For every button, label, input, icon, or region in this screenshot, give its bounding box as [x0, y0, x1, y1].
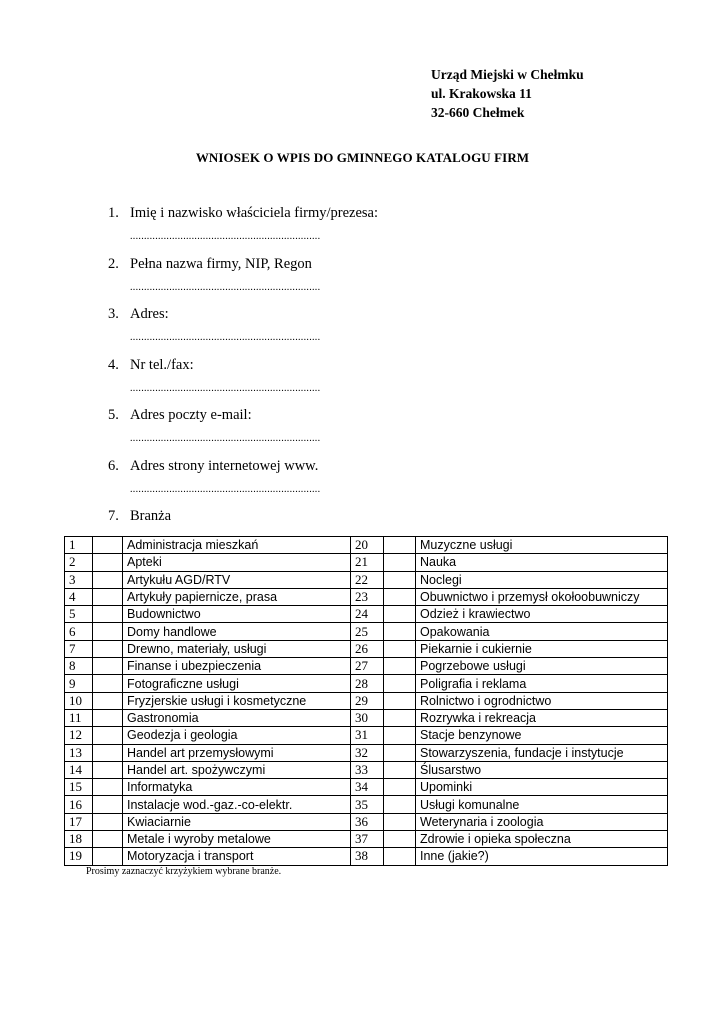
category-number: 1	[65, 537, 93, 554]
category-name: Upominki	[416, 779, 668, 796]
category-number: 37	[351, 831, 384, 848]
category-number: 25	[351, 623, 384, 640]
category-checkbox[interactable]	[93, 779, 123, 796]
category-number: 3	[65, 571, 93, 588]
field-answer-line[interactable]: ....................................................................	[130, 332, 321, 343]
category-number: 7	[65, 640, 93, 657]
category-name: Weterynaria i zoologia	[416, 813, 668, 830]
category-name: Ślusarstwo	[416, 761, 668, 778]
category-name: Budownictwo	[123, 606, 351, 623]
category-checkbox[interactable]	[93, 658, 123, 675]
table-row	[65, 744, 668, 761]
table-row	[65, 571, 668, 588]
category-checkbox[interactable]	[93, 588, 123, 605]
category-name: Fotograficzne usługi	[123, 675, 351, 692]
category-number: 22	[351, 571, 384, 588]
category-checkbox[interactable]	[93, 571, 123, 588]
table-row	[65, 761, 668, 778]
category-checkbox[interactable]	[384, 606, 416, 623]
field-number: 1.	[108, 205, 119, 221]
table-row	[65, 779, 668, 796]
field-number: 6.	[108, 457, 119, 474]
category-number: 5	[65, 606, 93, 623]
category-number: 15	[65, 779, 93, 796]
category-checkbox[interactable]	[384, 675, 416, 692]
table-row	[65, 727, 668, 744]
category-name: Handel art. spożywczymi	[123, 761, 351, 778]
category-number: 8	[65, 658, 93, 675]
table-row	[65, 537, 668, 554]
category-number: 27	[351, 658, 384, 675]
category-number: 33	[351, 761, 384, 778]
field-answer-line[interactable]: ....................................................................	[130, 231, 321, 242]
category-name: Obuwnictwo i przemysł okołoobuwniczy	[416, 588, 668, 605]
category-name: Drewno, materiały, usługi	[123, 640, 351, 657]
field-number: 4.	[108, 356, 119, 373]
category-checkbox[interactable]	[384, 571, 416, 588]
field-number: 3.	[108, 306, 119, 322]
category-number: 6	[65, 623, 93, 640]
category-number: 21	[351, 554, 384, 571]
category-checkbox[interactable]	[93, 623, 123, 640]
category-number: 30	[351, 709, 384, 726]
industry-table	[64, 536, 668, 866]
category-number: 13	[65, 744, 93, 761]
category-number: 29	[351, 692, 384, 709]
category-checkbox[interactable]	[384, 796, 416, 813]
category-number: 10	[65, 692, 93, 709]
category-name: Domy handlowe	[123, 623, 351, 640]
category-name: Artykułu AGD/RTV	[123, 571, 351, 588]
category-checkbox[interactable]	[93, 848, 123, 865]
category-checkbox[interactable]	[93, 675, 123, 692]
category-checkbox[interactable]	[93, 727, 123, 744]
category-name: Apteki	[123, 554, 351, 571]
category-name: Pogrzebowe usługi	[416, 658, 668, 675]
category-number: 28	[351, 675, 384, 692]
field-answer-line[interactable]: ....................................................................	[130, 483, 321, 495]
category-name: Muzyczne usługi	[416, 537, 668, 554]
category-name: Artykuły papiernicze, prasa	[123, 588, 351, 605]
category-number: 31	[351, 727, 384, 744]
table-row	[65, 796, 668, 813]
category-checkbox[interactable]	[93, 640, 123, 657]
category-name: Stowarzyszenia, fundacje i instytucje	[416, 744, 668, 761]
category-name: Inne (jakie?)	[416, 848, 668, 865]
category-checkbox[interactable]	[384, 727, 416, 744]
category-name: Zdrowie i opieka społeczna	[416, 831, 668, 848]
category-checkbox[interactable]	[384, 744, 416, 761]
category-name: Handel art przemysłowymi	[123, 744, 351, 761]
category-checkbox[interactable]	[384, 761, 416, 778]
category-name: Geodezja i geologia	[123, 727, 351, 744]
table-row	[65, 709, 668, 726]
category-name: Odzież i krawiectwo	[416, 606, 668, 623]
category-name: Fryzjerskie usługi i kosmetyczne	[123, 692, 351, 709]
category-checkbox[interactable]	[384, 692, 416, 709]
category-name: Stacje benzynowe	[416, 727, 668, 744]
category-number: 32	[351, 744, 384, 761]
field-answer-line[interactable]: ....................................................................	[130, 382, 321, 394]
table-row	[65, 658, 668, 675]
category-name: Usługi komunalne	[416, 796, 668, 813]
category-checkbox[interactable]	[93, 537, 123, 554]
category-checkbox[interactable]	[93, 554, 123, 571]
category-name: Noclegi	[416, 571, 668, 588]
category-checkbox[interactable]	[384, 537, 416, 554]
field-number: 5.	[108, 407, 119, 423]
category-name: Instalacje wod.-gaz.-co-elektr.	[123, 796, 351, 813]
category-number: 2	[65, 554, 93, 571]
category-name: Kwiaciarnie	[123, 813, 351, 830]
category-checkbox[interactable]	[93, 796, 123, 813]
category-name: Poligrafia i reklama	[416, 675, 668, 692]
field-number: 7.	[108, 508, 119, 524]
document-title: WNIOSEK O WPIS DO GMINNEGO KATALOGU FIRM	[195, 150, 530, 165]
table-row	[65, 554, 668, 571]
category-number: 16	[65, 796, 93, 813]
category-checkbox[interactable]	[93, 709, 123, 726]
category-name: Informatyka	[123, 779, 351, 796]
field-label: Adres poczty e-mail:	[130, 407, 252, 423]
category-number: 4	[65, 588, 93, 605]
field-answer-line[interactable]: ....................................................................	[130, 281, 321, 293]
category-checkbox[interactable]	[93, 606, 123, 623]
category-name: Opakowania	[416, 623, 668, 640]
category-checkbox[interactable]	[93, 831, 123, 848]
category-number: 26	[351, 640, 384, 657]
category-name: Gastronomia	[123, 709, 351, 726]
recipient-address	[431, 65, 584, 122]
address-office: Urząd Miejski w Chełmku	[431, 67, 584, 82]
category-checkbox[interactable]	[384, 588, 416, 605]
category-number: 23	[351, 588, 384, 605]
table-row	[65, 813, 668, 830]
category-number: 12	[65, 727, 93, 744]
table-row	[65, 831, 668, 848]
category-checkbox[interactable]	[384, 554, 416, 571]
field-label: Pełna nazwa firmy, NIP, Regon	[130, 255, 312, 272]
field-number: 2.	[108, 255, 119, 272]
category-checkbox[interactable]	[384, 640, 416, 657]
category-checkbox[interactable]	[384, 709, 416, 726]
category-number: 24	[351, 606, 384, 623]
category-checkbox[interactable]	[93, 692, 123, 709]
category-number: 35	[351, 796, 384, 813]
category-name: Nauka	[416, 554, 668, 571]
category-checkbox[interactable]	[384, 831, 416, 848]
category-number: 11	[65, 709, 93, 726]
category-name: Administracja mieszkań	[123, 537, 351, 554]
category-number: 34	[351, 779, 384, 796]
table-row	[65, 623, 668, 640]
category-number: 18	[65, 831, 93, 848]
category-name: Metale i wyroby metalowe	[123, 831, 351, 848]
instruction-note: Prosimy zaznaczyć krzyżykiem wybrane branże.	[86, 866, 282, 877]
address-street: ul. Krakowska 11	[431, 86, 532, 101]
category-number: 36	[351, 813, 384, 830]
address-city: 32-660 Chełmek	[431, 105, 525, 120]
category-name: Rozrywka i rekreacja	[416, 709, 668, 726]
category-number: 19	[65, 848, 93, 865]
field-label: Adres strony internetowej www.	[130, 457, 319, 474]
category-checkbox[interactable]	[384, 813, 416, 830]
field-label: Adres:	[130, 306, 169, 322]
category-checkbox[interactable]	[93, 813, 123, 830]
field-label: Branża	[130, 508, 172, 524]
table-row	[65, 588, 668, 605]
category-number: 20	[351, 537, 384, 554]
category-name: Finanse i ubezpieczenia	[123, 658, 351, 675]
category-name: Motoryzacja i transport	[123, 848, 351, 865]
category-checkbox[interactable]	[93, 744, 123, 761]
category-name: Piekarnie i cukiernie	[416, 640, 668, 657]
table-row	[65, 692, 668, 709]
category-checkbox[interactable]	[384, 623, 416, 640]
category-checkbox[interactable]	[384, 848, 416, 865]
category-name: Rolnictwo i ogrodnictwo	[416, 692, 668, 709]
field-label: Nr tel./fax:	[130, 356, 194, 373]
category-checkbox[interactable]	[384, 658, 416, 675]
field-label: Imię i nazwisko właściciela firmy/prezesa:	[130, 205, 379, 221]
field-answer-line[interactable]: ....................................................................	[130, 433, 321, 444]
category-number: 38	[351, 848, 384, 865]
category-number: 17	[65, 813, 93, 830]
category-number: 9	[65, 675, 93, 692]
table-row	[65, 640, 668, 657]
table-row	[65, 675, 668, 692]
category-checkbox[interactable]	[384, 779, 416, 796]
category-checkbox[interactable]	[93, 761, 123, 778]
category-number: 14	[65, 761, 93, 778]
table-row	[65, 606, 668, 623]
table-row	[65, 848, 668, 865]
